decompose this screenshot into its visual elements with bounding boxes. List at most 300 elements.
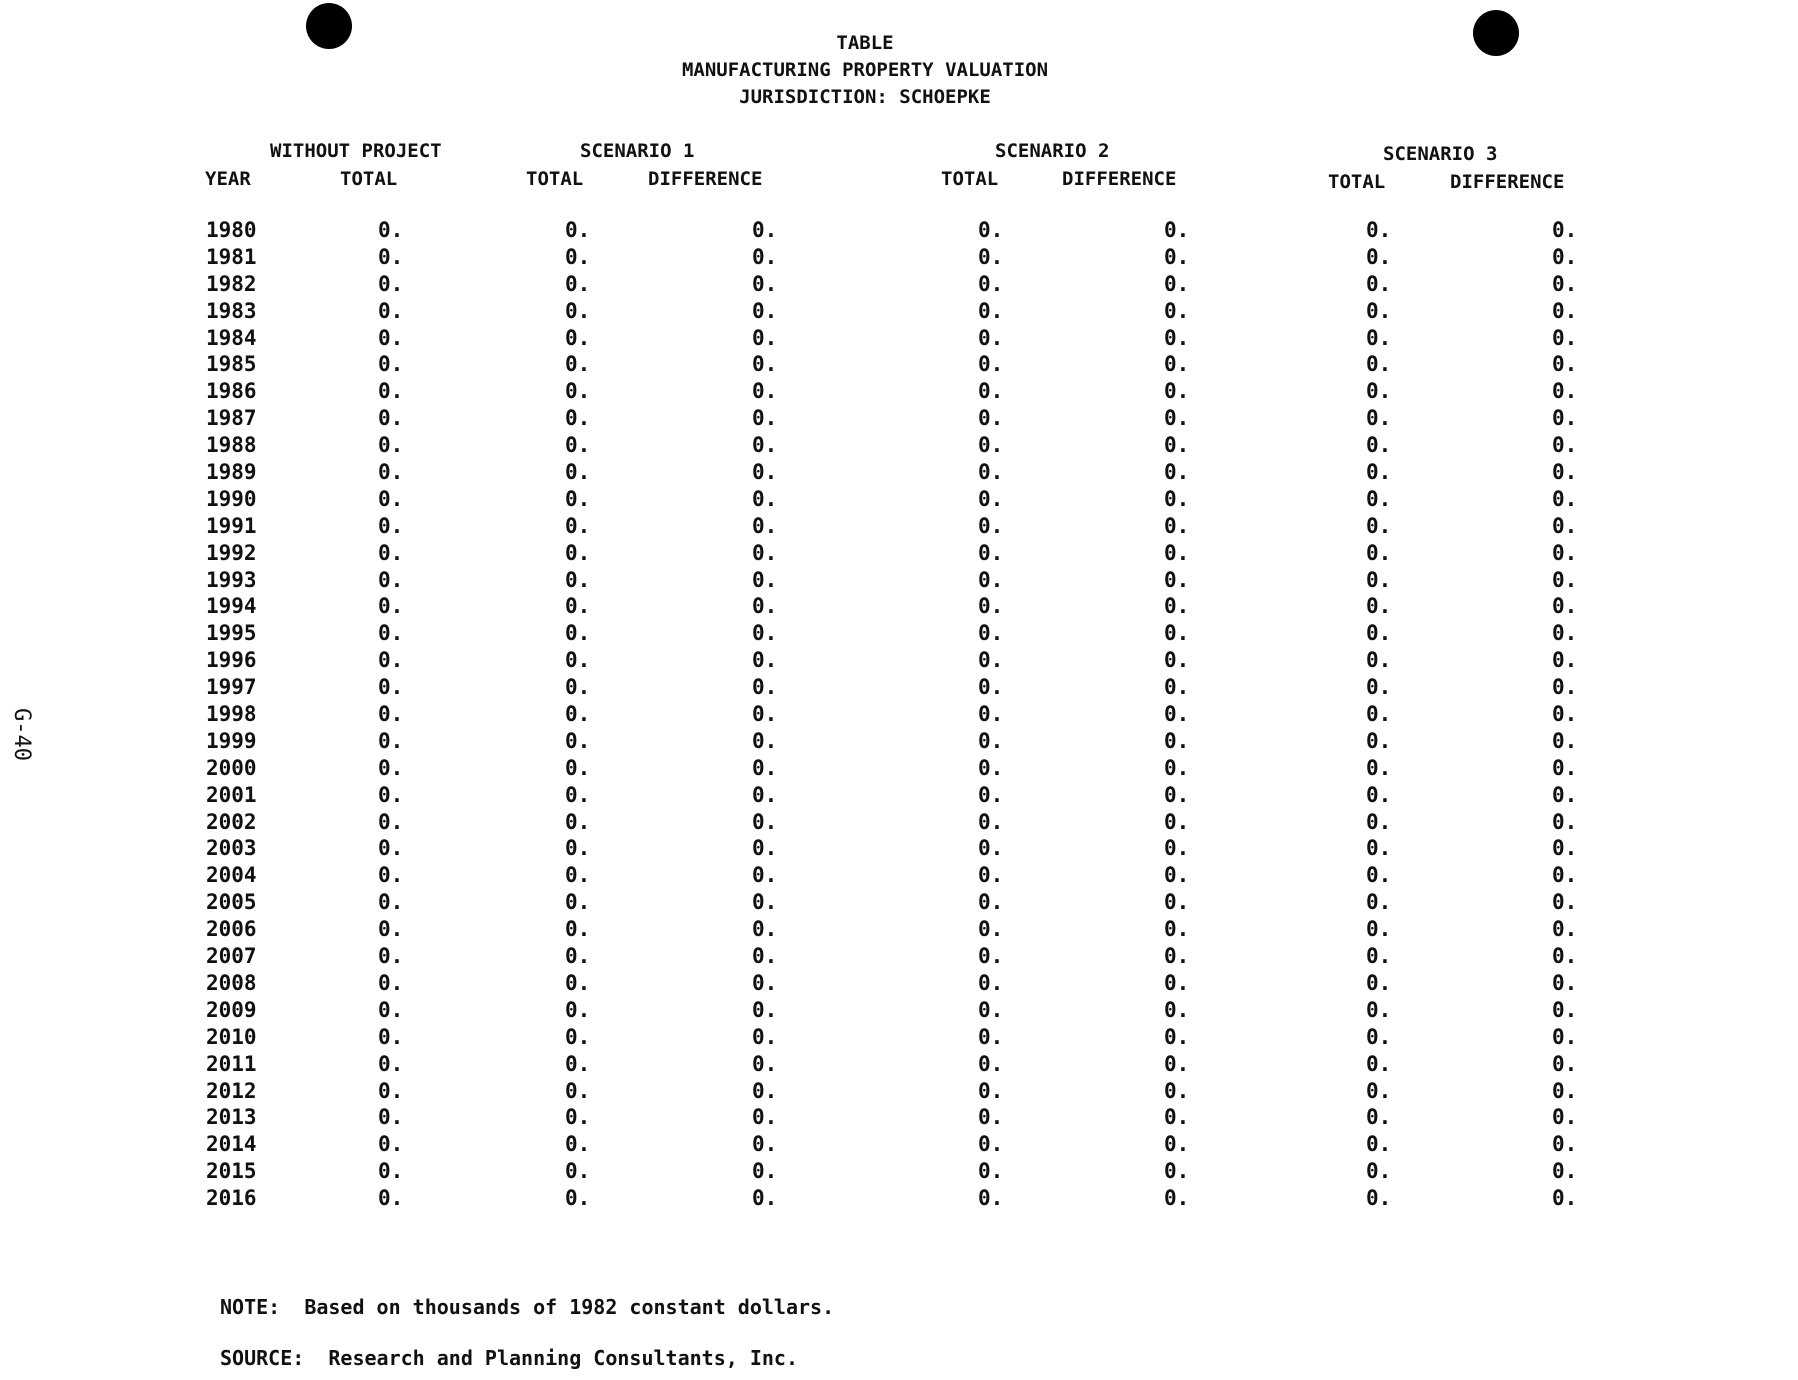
- value-cell: 0.: [378, 460, 404, 485]
- value-cell: 0.: [978, 675, 1004, 700]
- year-cell: 1983: [206, 298, 257, 323]
- jurisdiction-label: JURISDICTION: SCHOEPKE: [739, 86, 991, 108]
- table-row: [0, 783, 1798, 810]
- value-cell: 0.: [1366, 594, 1392, 619]
- value-cell: 0.: [1366, 325, 1392, 350]
- value-cell: 0.: [752, 755, 778, 780]
- value-cell: 0.: [752, 997, 778, 1022]
- table-row: [0, 621, 1798, 648]
- value-cell: 0.: [565, 218, 591, 242]
- value-cell: 0.: [378, 728, 404, 753]
- value-cell: 0.: [565, 271, 591, 296]
- value-cell: 0.: [1552, 944, 1578, 969]
- table-body: [0, 218, 1798, 1213]
- year-cell: 2006: [206, 917, 257, 942]
- value-cell: 0.: [752, 675, 778, 700]
- value-cell: 0.: [1552, 648, 1578, 673]
- value-cell: 0.: [1366, 244, 1392, 269]
- table-row: [0, 514, 1798, 541]
- value-cell: 0.: [565, 244, 591, 269]
- value-cell: 0.: [565, 352, 591, 377]
- value-cell: 0.: [978, 460, 1004, 485]
- year-cell: 2008: [206, 970, 257, 995]
- value-cell: 0.: [1552, 594, 1578, 619]
- value-cell: 0.: [565, 728, 591, 753]
- value-cell: 0.: [1552, 890, 1578, 915]
- value-cell: 0.: [378, 298, 404, 323]
- value-cell: 0.: [1164, 1159, 1190, 1184]
- value-cell: 0.: [1552, 728, 1578, 753]
- note-label: NOTE:: [220, 1295, 281, 1319]
- value-cell: 0.: [378, 271, 404, 296]
- value-cell: 0.: [1164, 513, 1190, 538]
- header-scenario-2: SCENARIO 2: [995, 140, 1110, 162]
- value-cell: 0.: [378, 218, 404, 242]
- year-cell: 2003: [206, 836, 257, 861]
- value-cell: 0.: [378, 1186, 404, 1211]
- value-cell: 0.: [378, 325, 404, 350]
- value-cell: 0.: [1366, 271, 1392, 296]
- value-cell: 0.: [978, 809, 1004, 834]
- value-cell: 0.: [378, 782, 404, 807]
- year-cell: 2009: [206, 997, 257, 1022]
- value-cell: 0.: [1366, 836, 1392, 861]
- value-cell: 0.: [1366, 379, 1392, 404]
- value-cell: 0.: [565, 621, 591, 646]
- value-cell: 0.: [1552, 433, 1578, 458]
- value-cell: 0.: [1366, 890, 1392, 915]
- value-cell: 0.: [378, 406, 404, 431]
- value-cell: 0.: [752, 594, 778, 619]
- value-cell: 0.: [1552, 809, 1578, 834]
- value-cell: 0.: [1552, 702, 1578, 727]
- value-cell: 0.: [565, 1024, 591, 1049]
- value-cell: 0.: [1552, 486, 1578, 511]
- value-cell: 0.: [978, 433, 1004, 458]
- year-cell: 1982: [206, 271, 257, 296]
- table-row: [0, 1186, 1798, 1213]
- value-cell: 0.: [1164, 460, 1190, 485]
- value-cell: 0.: [752, 1159, 778, 1184]
- table-row: [0, 675, 1798, 702]
- value-cell: 0.: [978, 325, 1004, 350]
- value-cell: 0.: [1552, 406, 1578, 431]
- value-cell: 0.: [978, 1132, 1004, 1157]
- value-cell: 0.: [378, 1051, 404, 1076]
- table-row: [0, 1052, 1798, 1079]
- value-cell: 0.: [752, 1105, 778, 1130]
- value-cell: 0.: [378, 1105, 404, 1130]
- value-cell: 0.: [978, 621, 1004, 646]
- value-cell: 0.: [1366, 298, 1392, 323]
- value-cell: 0.: [752, 433, 778, 458]
- value-cell: 0.: [1164, 271, 1190, 296]
- value-cell: 0.: [752, 890, 778, 915]
- value-cell: 0.: [752, 1132, 778, 1157]
- table-row: [0, 541, 1798, 568]
- value-cell: 0.: [565, 755, 591, 780]
- table-row: [0, 433, 1798, 460]
- value-cell: 0.: [1366, 648, 1392, 673]
- value-cell: 0.: [978, 1105, 1004, 1130]
- table-row: [0, 863, 1798, 890]
- value-cell: 0.: [1366, 917, 1392, 942]
- year-cell: 1990: [206, 486, 257, 511]
- value-cell: 0.: [752, 1024, 778, 1049]
- value-cell: 0.: [752, 406, 778, 431]
- value-cell: 0.: [978, 379, 1004, 404]
- table-row: [0, 890, 1798, 917]
- value-cell: 0.: [1164, 782, 1190, 807]
- value-cell: 0.: [1552, 1105, 1578, 1130]
- table-row: [0, 568, 1798, 595]
- year-cell: 2000: [206, 755, 257, 780]
- table-row: [0, 1079, 1798, 1106]
- table-row: [0, 1132, 1798, 1159]
- value-cell: 0.: [565, 486, 591, 511]
- value-cell: 0.: [565, 325, 591, 350]
- value-cell: 0.: [565, 567, 591, 592]
- table-row: [0, 836, 1798, 863]
- value-cell: 0.: [565, 809, 591, 834]
- value-cell: 0.: [752, 460, 778, 485]
- value-cell: 0.: [752, 1051, 778, 1076]
- value-cell: 0.: [752, 944, 778, 969]
- value-cell: 0.: [1164, 621, 1190, 646]
- value-cell: 0.: [752, 244, 778, 269]
- table-row: [0, 1025, 1798, 1052]
- year-cell: 2011: [206, 1051, 257, 1076]
- value-cell: 0.: [378, 244, 404, 269]
- value-cell: 0.: [378, 433, 404, 458]
- value-cell: 0.: [752, 298, 778, 323]
- value-cell: 0.: [565, 782, 591, 807]
- value-cell: 0.: [1552, 917, 1578, 942]
- table-row: [0, 245, 1798, 272]
- value-cell: 0.: [752, 836, 778, 861]
- value-cell: 0.: [1366, 997, 1392, 1022]
- value-cell: 0.: [378, 997, 404, 1022]
- value-cell: 0.: [1552, 970, 1578, 995]
- value-cell: 0.: [1164, 1186, 1190, 1211]
- table-row: [0, 810, 1798, 837]
- value-cell: 0.: [565, 1105, 591, 1130]
- value-cell: 0.: [1552, 1159, 1578, 1184]
- value-cell: 0.: [978, 513, 1004, 538]
- value-cell: 0.: [1552, 218, 1578, 242]
- value-cell: 0.: [1366, 970, 1392, 995]
- value-cell: 0.: [378, 1132, 404, 1157]
- value-cell: 0.: [1366, 755, 1392, 780]
- value-cell: 0.: [1366, 702, 1392, 727]
- value-cell: 0.: [1366, 1051, 1392, 1076]
- year-cell: 1993: [206, 567, 257, 592]
- value-cell: 0.: [978, 271, 1004, 296]
- year-cell: 2007: [206, 944, 257, 969]
- value-cell: 0.: [978, 406, 1004, 431]
- value-cell: 0.: [378, 755, 404, 780]
- value-cell: 0.: [1366, 863, 1392, 888]
- value-cell: 0.: [1366, 782, 1392, 807]
- value-cell: 0.: [978, 486, 1004, 511]
- value-cell: 0.: [978, 728, 1004, 753]
- value-cell: 0.: [378, 1078, 404, 1103]
- value-cell: 0.: [1366, 1159, 1392, 1184]
- value-cell: 0.: [1164, 218, 1190, 242]
- value-cell: 0.: [978, 702, 1004, 727]
- value-cell: 0.: [978, 1159, 1004, 1184]
- value-cell: 0.: [752, 486, 778, 511]
- year-cell: 1992: [206, 540, 257, 565]
- value-cell: 0.: [1164, 540, 1190, 565]
- value-cell: 0.: [378, 1024, 404, 1049]
- value-cell: 0.: [1164, 325, 1190, 350]
- value-cell: 0.: [1552, 997, 1578, 1022]
- header-scenario-2-total: TOTAL: [941, 168, 999, 190]
- value-cell: 0.: [1164, 1132, 1190, 1157]
- value-cell: 0.: [565, 379, 591, 404]
- year-cell: 2001: [206, 782, 257, 807]
- value-cell: 0.: [978, 594, 1004, 619]
- value-cell: 0.: [378, 486, 404, 511]
- table-row: [0, 944, 1798, 971]
- value-cell: 0.: [1164, 675, 1190, 700]
- value-cell: 0.: [1552, 513, 1578, 538]
- value-cell: 0.: [752, 1078, 778, 1103]
- value-cell: 0.: [1164, 944, 1190, 969]
- value-cell: 0.: [752, 540, 778, 565]
- value-cell: 0.: [1164, 728, 1190, 753]
- value-cell: 0.: [565, 997, 591, 1022]
- value-cell: 0.: [978, 890, 1004, 915]
- value-cell: 0.: [752, 809, 778, 834]
- year-cell: 2010: [206, 1024, 257, 1049]
- value-cell: 0.: [1552, 379, 1578, 404]
- value-cell: 0.: [378, 648, 404, 673]
- value-cell: 0.: [752, 728, 778, 753]
- table-row: [0, 406, 1798, 433]
- table-row: [0, 272, 1798, 299]
- year-cell: 2012: [206, 1078, 257, 1103]
- value-cell: 0.: [978, 352, 1004, 377]
- year-cell: 2014: [206, 1132, 257, 1157]
- value-cell: 0.: [1164, 970, 1190, 995]
- value-cell: 0.: [1164, 755, 1190, 780]
- header-year: YEAR: [205, 168, 251, 190]
- value-cell: 0.: [1366, 218, 1392, 242]
- value-cell: 0.: [1164, 809, 1190, 834]
- value-cell: 0.: [1164, 890, 1190, 915]
- year-cell: 1998: [206, 702, 257, 727]
- value-cell: 0.: [378, 379, 404, 404]
- value-cell: 0.: [565, 890, 591, 915]
- value-cell: 0.: [978, 1186, 1004, 1211]
- value-cell: 0.: [378, 675, 404, 700]
- value-cell: 0.: [565, 970, 591, 995]
- table-row: [0, 218, 1798, 245]
- year-cell: 1984: [206, 325, 257, 350]
- value-cell: 0.: [1366, 567, 1392, 592]
- value-cell: 0.: [1164, 406, 1190, 431]
- value-cell: 0.: [1164, 648, 1190, 673]
- value-cell: 0.: [1366, 1186, 1392, 1211]
- table-row: [0, 352, 1798, 379]
- year-cell: 1981: [206, 244, 257, 269]
- value-cell: 0.: [1164, 1078, 1190, 1103]
- value-cell: 0.: [1552, 755, 1578, 780]
- value-cell: 0.: [565, 513, 591, 538]
- page-number: G-40: [8, 708, 34, 761]
- value-cell: 0.: [565, 702, 591, 727]
- value-cell: 0.: [1366, 406, 1392, 431]
- value-cell: 0.: [752, 1186, 778, 1211]
- value-cell: 0.: [978, 917, 1004, 942]
- table-row: [0, 594, 1798, 621]
- year-cell: 1995: [206, 621, 257, 646]
- value-cell: 0.: [978, 648, 1004, 673]
- value-cell: 0.: [978, 970, 1004, 995]
- value-cell: 0.: [565, 917, 591, 942]
- table-row: [0, 648, 1798, 675]
- year-cell: 1980: [206, 218, 257, 242]
- value-cell: 0.: [978, 836, 1004, 861]
- year-cell: 1999: [206, 728, 257, 753]
- header-without-project-total: TOTAL: [340, 168, 398, 190]
- value-cell: 0.: [565, 1078, 591, 1103]
- value-cell: 0.: [1552, 1024, 1578, 1049]
- note: [220, 1295, 834, 1319]
- value-cell: 0.: [1552, 1051, 1578, 1076]
- value-cell: 0.: [1366, 513, 1392, 538]
- value-cell: 0.: [565, 433, 591, 458]
- value-cell: 0.: [1164, 567, 1190, 592]
- note-text: Based on thousands of 1982 constant dollars.: [304, 1295, 835, 1319]
- value-cell: 0.: [1552, 836, 1578, 861]
- year-cell: 1985: [206, 352, 257, 377]
- value-cell: 0.: [978, 1024, 1004, 1049]
- table-row: [0, 917, 1798, 944]
- value-cell: 0.: [1164, 298, 1190, 323]
- table-row: [0, 971, 1798, 998]
- value-cell: 0.: [978, 1051, 1004, 1076]
- value-cell: 0.: [752, 513, 778, 538]
- year-cell: 2015: [206, 1159, 257, 1184]
- value-cell: 0.: [978, 244, 1004, 269]
- value-cell: 0.: [978, 540, 1004, 565]
- value-cell: 0.: [1552, 1186, 1578, 1211]
- value-cell: 0.: [565, 1132, 591, 1157]
- value-cell: 0.: [978, 944, 1004, 969]
- value-cell: 0.: [1366, 540, 1392, 565]
- source-label: SOURCE:: [220, 1346, 305, 1370]
- value-cell: 0.: [978, 1078, 1004, 1103]
- value-cell: 0.: [978, 863, 1004, 888]
- year-cell: 1991: [206, 513, 257, 538]
- header-scenario-2-difference: DIFFERENCE: [1062, 168, 1177, 190]
- value-cell: 0.: [1552, 863, 1578, 888]
- year-cell: 1994: [206, 594, 257, 619]
- value-cell: 0.: [1552, 675, 1578, 700]
- table-row: [0, 326, 1798, 353]
- table-row: [0, 460, 1798, 487]
- value-cell: 0.: [1164, 486, 1190, 511]
- table-row: [0, 702, 1798, 729]
- value-cell: 0.: [378, 809, 404, 834]
- value-cell: 0.: [565, 836, 591, 861]
- value-cell: 0.: [1552, 540, 1578, 565]
- value-cell: 0.: [752, 379, 778, 404]
- value-cell: 0.: [378, 917, 404, 942]
- header-scenario-1-difference: DIFFERENCE: [648, 168, 763, 190]
- value-cell: 0.: [1164, 997, 1190, 1022]
- value-cell: 0.: [752, 325, 778, 350]
- value-cell: 0.: [752, 782, 778, 807]
- table-row: [0, 756, 1798, 783]
- value-cell: 0.: [1366, 486, 1392, 511]
- year-cell: 1988: [206, 433, 257, 458]
- header-scenario-3-total: TOTAL: [1328, 171, 1386, 193]
- year-cell: 1997: [206, 675, 257, 700]
- value-cell: 0.: [378, 621, 404, 646]
- value-cell: 0.: [1366, 944, 1392, 969]
- value-cell: 0.: [1164, 352, 1190, 377]
- value-cell: 0.: [565, 944, 591, 969]
- value-cell: 0.: [378, 836, 404, 861]
- value-cell: 0.: [1366, 433, 1392, 458]
- value-cell: 0.: [1164, 917, 1190, 942]
- value-cell: 0.: [378, 863, 404, 888]
- header-without-project: WITHOUT PROJECT: [270, 140, 442, 162]
- value-cell: 0.: [378, 970, 404, 995]
- value-cell: 0.: [1552, 1078, 1578, 1103]
- value-cell: 0.: [378, 594, 404, 619]
- value-cell: 0.: [1164, 594, 1190, 619]
- header-scenario-1: SCENARIO 1: [580, 140, 695, 162]
- value-cell: 0.: [1164, 244, 1190, 269]
- value-cell: 0.: [565, 675, 591, 700]
- value-cell: 0.: [1366, 675, 1392, 700]
- table-row: [0, 299, 1798, 326]
- value-cell: 0.: [1366, 809, 1392, 834]
- value-cell: 0.: [565, 594, 591, 619]
- value-cell: 0.: [1164, 1051, 1190, 1076]
- year-cell: 2016: [206, 1186, 257, 1211]
- table-row: [0, 1105, 1798, 1132]
- source: [220, 1346, 798, 1370]
- value-cell: 0.: [978, 755, 1004, 780]
- year-cell: 1986: [206, 379, 257, 404]
- table-row: [0, 998, 1798, 1025]
- value-cell: 0.: [1164, 1105, 1190, 1130]
- year-cell: 1987: [206, 406, 257, 431]
- value-cell: 0.: [565, 298, 591, 323]
- value-cell: 0.: [1366, 728, 1392, 753]
- value-cell: 0.: [565, 1051, 591, 1076]
- value-cell: 0.: [752, 218, 778, 242]
- header-scenario-3-difference: DIFFERENCE: [1450, 171, 1565, 193]
- value-cell: 0.: [1552, 352, 1578, 377]
- value-cell: 0.: [1164, 379, 1190, 404]
- year-cell: 2005: [206, 890, 257, 915]
- value-cell: 0.: [1164, 836, 1190, 861]
- value-cell: 0.: [752, 917, 778, 942]
- value-cell: 0.: [378, 702, 404, 727]
- value-cell: 0.: [378, 944, 404, 969]
- value-cell: 0.: [378, 890, 404, 915]
- value-cell: 0.: [752, 863, 778, 888]
- value-cell: 0.: [752, 621, 778, 646]
- value-cell: 0.: [1366, 1078, 1392, 1103]
